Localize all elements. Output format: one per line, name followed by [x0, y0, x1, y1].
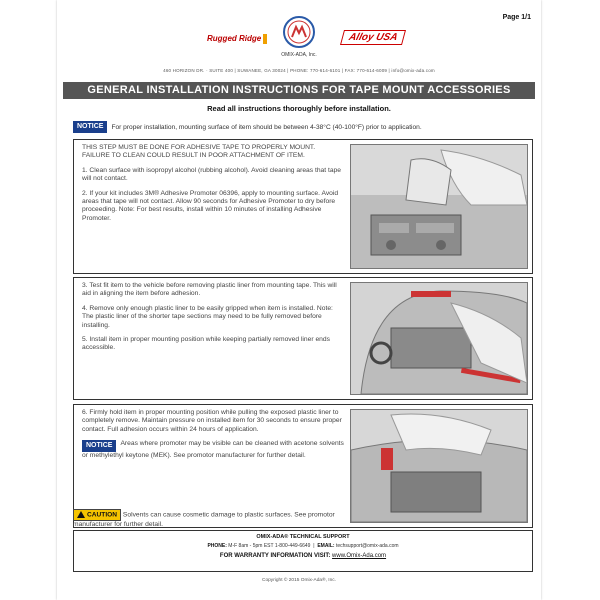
support-contact-line: PHONE: M-F 8am - 5pm EST 1-800-449-6649 | EMAIL: techsupport@omix-ada.com [207, 543, 399, 549]
notice-badge: NOTICE [82, 440, 116, 452]
clean-warning: THIS STEP MUST BE DONE FOR ADHESIVE TAPE TO PROPERLY MOUNT. FAILURE TO CLEAN COULD RESULT IN POOR ATTACHMENT OF ITEM. [82, 144, 316, 160]
warranty-link[interactable]: www.Omix-Ada.com [332, 553, 387, 559]
notice-badge: NOTICE [73, 121, 107, 133]
caution-badge: CAUTION [73, 509, 121, 521]
photo-pressing-item [350, 409, 528, 523]
section-test-fit [73, 277, 533, 400]
warranty-line: FOR WARRANTY INFORMATION VISIT: www.Omix-Ada.com [219, 553, 387, 559]
step-6: 6. Firmly hold item in proper mounting position while pulling the exposed plastic liner to completely remove. Maintain pressure on installed item for 30 seconds to ensure proper contact. Full adhesion occurs within 24 hours of application. [82, 409, 342, 433]
tech-support-box [73, 530, 533, 572]
photo-test-fit-dashboard [350, 282, 528, 395]
copyright: Copyright © 2015 Omix-Ada®, Inc. [262, 578, 336, 583]
step-1: 1. Clean surface with isopropyl alcohol (rubbing alcohol). Avoid cleaning areas that tape will not contact. [82, 166, 341, 183]
step-4: 4. Remove only enough plastic liner to be easily gripped when item is installed. Note: The plastic liner of the shorter tape sections may need to be fully removed before installing. [82, 304, 333, 329]
section-clean-surface [73, 139, 533, 274]
warning-triangle-icon [77, 511, 85, 518]
step-5: 5. Install item in proper mounting position while keeping partially removed liner ends accessible. [82, 336, 330, 352]
photo-cleaning-dashboard [350, 144, 528, 269]
support-phone: M-F 8am - 5pm EST 1-800-449-6649 [228, 543, 311, 549]
logo-header [57, 12, 541, 64]
caution-text: Solvents can cause cosmetic damage to plastic surfaces. See promotor manufacturer for further detail. [73, 511, 335, 529]
notice-temperature [73, 121, 533, 133]
step-2: 2. If your kit includes 3M® Adhesive Promoter 06396, apply to mounting surface. Avoid areas that tape will not contact. Allow 90 seconds for Adhesive Promoter to dry before proceeding. Note: For best results, install within 10 minutes of installing Adhesive Promoter. [82, 189, 339, 222]
instruction-sheet [57, 0, 541, 600]
notice-solvent-text: Areas where promoter may be visible can be cleaned with acetone solvents or methylethyl keytone (MEK). See promotor manufacturer for further detail. [82, 440, 344, 460]
omix-ada-name: OMIX-ADA, Inc. [281, 52, 317, 58]
title-banner: GENERAL INSTALLATION INSTRUCTIONS FOR TAPE MOUNT ACCESSORIES [63, 82, 535, 99]
notice-solvent [82, 440, 344, 460]
step-3: 3. Test fit item to the vehicle before removing plastic liner from mounting tape. This will aid in aligning the item before adhesion. [82, 282, 337, 298]
support-title: OMIX-ADA® TECHNICAL SUPPORT [256, 534, 350, 540]
rugged-ridge-logo: Rugged Ridge [207, 34, 267, 44]
caution-warning [73, 509, 373, 530]
alloy-usa-logo: Alloy USA [340, 30, 406, 45]
read-all-instruction: Read all instructions thoroughly before installation. [207, 104, 391, 113]
support-email[interactable]: techsupport@omix-ada.com [335, 543, 399, 549]
page-number: Page 1/1 [502, 14, 531, 21]
company-address: 460 HORIZON DR. · SUITE 400 | SUWANEE, GA 30024 | PHONE: 770-614-6101 | FAX: 770-614-6009 | info@omix-ada.com [163, 68, 435, 73]
notice-temperature-text: For proper installation, mounting surface of item should be between 4-38°C (40-100°F) prior to application. [111, 123, 422, 131]
omix-ada-logo [283, 16, 315, 48]
